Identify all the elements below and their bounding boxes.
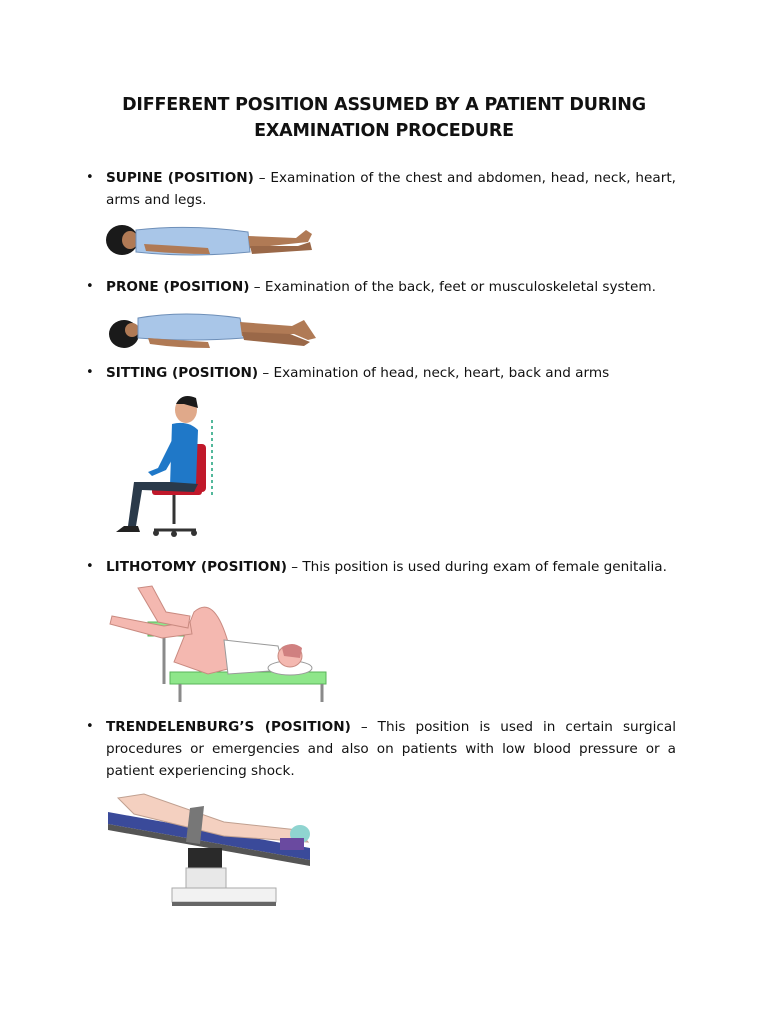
prone-figure xyxy=(109,314,316,348)
document-title xyxy=(84,92,684,144)
section-term: SITTING (POSITION) xyxy=(106,365,259,381)
section-term: LITHOTOMY (POSITION) xyxy=(106,559,287,575)
section-trendelenburg xyxy=(86,716,676,782)
lithotomy-position-illustration xyxy=(104,582,330,708)
section-text: – Examination of head, neck, heart, back and arms xyxy=(258,365,610,381)
bullet: • xyxy=(86,170,94,185)
section-text: – Examination of the back, feet or musculoskeletal system. xyxy=(249,279,656,295)
lithotomy-figure xyxy=(110,586,326,702)
section-supine xyxy=(86,167,676,211)
section-term: PRONE (POSITION) xyxy=(106,279,250,295)
supine-position-illustration xyxy=(100,218,320,262)
bullet: • xyxy=(86,719,94,734)
trendelenburg-position-illustration xyxy=(104,786,316,914)
section-prone xyxy=(86,276,676,298)
trendelenburg-figure xyxy=(108,794,310,906)
section-lithotomy xyxy=(86,556,676,578)
title-line-2: EXAMINATION PROCEDURE xyxy=(254,121,514,141)
bullet: • xyxy=(86,559,94,574)
section-term: TRENDELENBURG’S (POSITION) xyxy=(106,719,351,735)
section-text: – This position is used in certain surgical procedures or emergencies and also on patients with low blood pressure or a patient experiencing shock. xyxy=(106,719,676,779)
bullet: • xyxy=(86,365,94,380)
sitting-figure xyxy=(116,396,212,537)
prone-position-illustration xyxy=(104,308,324,354)
section-term: SUPINE (POSITION) xyxy=(106,170,254,186)
supine-figure xyxy=(106,225,312,255)
section-sitting xyxy=(86,362,676,384)
title-line-1: DIFFERENT POSITION ASSUMED BY A PATIENT DURING xyxy=(122,95,646,115)
sitting-position-illustration xyxy=(108,390,224,544)
bullet: • xyxy=(86,279,94,294)
section-text: – Examination of the chest and abdomen, head, neck, heart, arms and legs. xyxy=(106,170,676,208)
section-text: – This position is used during exam of female genitalia. xyxy=(286,559,667,575)
